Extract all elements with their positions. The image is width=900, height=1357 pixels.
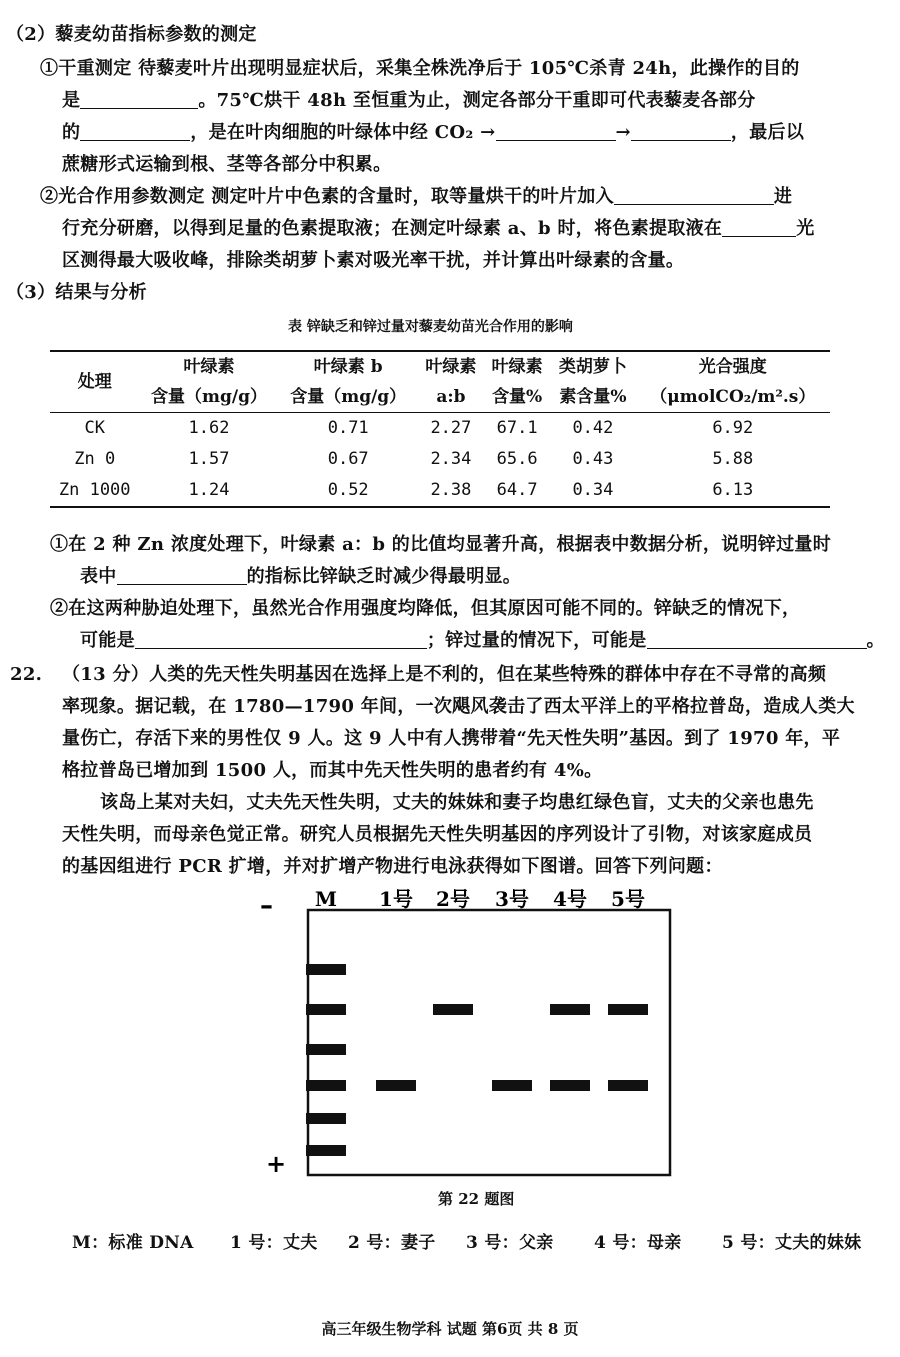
table-cell: CK: [84, 418, 105, 438]
table-header: 光合强度: [636, 351, 830, 382]
sample-band: [550, 1004, 590, 1015]
table-cell: 1.57: [188, 449, 230, 469]
table-header: 类胡萝卜: [550, 351, 635, 382]
table-cell: 6.92: [712, 418, 754, 438]
q2-2-line1: [40, 184, 792, 210]
results-table: [50, 350, 830, 508]
answer-blank[interactable]: [631, 122, 731, 141]
lane-label: 2号: [436, 887, 470, 911]
table-cell: 0.71: [327, 418, 369, 438]
table-cell: 0.34: [550, 475, 635, 507]
answer-blank[interactable]: [722, 218, 796, 237]
table-header: 叶绿素: [139, 351, 278, 382]
page-footer: 高三年级生物学科 试题 第6页 共 8 页: [321, 1320, 579, 1338]
legend-4: 4 号：母亲: [594, 1233, 682, 1253]
table-cell: 1.62: [188, 418, 230, 438]
marker-band: [306, 1080, 346, 1091]
table-header-sub: 素含量%: [550, 382, 635, 413]
marker-band: [306, 1044, 346, 1055]
text-fragment: 表中: [80, 566, 117, 587]
text-fragment: ；锌过量的情况下，可能是: [426, 630, 647, 651]
sample-band: [376, 1080, 416, 1091]
figure-caption: 第 22 题图: [438, 1190, 515, 1208]
table-header-sub: 含量（mg/g）: [139, 382, 278, 413]
q3-2-line1: ②在这两种胁迫处理下，虽然光合作用强度均降低，但其原因可能不同的。锌缺乏的情况下，: [50, 598, 801, 619]
table-cell: 6.13: [636, 475, 830, 507]
legend-5: 5 号：丈夫的妹妹: [722, 1233, 862, 1253]
legend-3: 3 号：父亲: [466, 1233, 554, 1253]
text-fragment: 可能是: [80, 630, 135, 651]
sample-band: [608, 1004, 648, 1015]
table-cell: 5.88: [712, 449, 754, 469]
table-cell: Zn 0: [74, 449, 116, 469]
text-fragment: →: [615, 122, 631, 143]
minus-label: –: [260, 891, 273, 921]
table-row: [50, 475, 830, 507]
table-cell: 67.1: [496, 418, 538, 438]
table-header-sub: a:b: [418, 382, 484, 413]
table-header: 叶绿素: [418, 351, 484, 382]
table-cell: 1.24: [139, 475, 278, 507]
table-cell: 2.34: [430, 449, 472, 469]
sample-band: [550, 1080, 590, 1091]
table-row: [50, 413, 830, 445]
table-header-sub: 含量%: [484, 382, 550, 413]
gel-frame: [308, 910, 670, 1175]
table-header: 叶绿素 b: [279, 351, 418, 382]
table-row: [50, 444, 830, 475]
lane-label: 1号: [379, 887, 413, 911]
q22-line6: 天性失明，而母亲色觉正常。研究人员根据先天性失明基因的序列设计了引物，对该家庭成员: [62, 824, 813, 845]
section3-title: （3）结果与分析: [6, 282, 147, 303]
text-fragment: 。: [866, 630, 885, 651]
marker-band: [306, 1145, 346, 1156]
answer-blank[interactable]: [614, 186, 774, 205]
gel-figure: [250, 880, 690, 1200]
q22-line3: 量伤亡，存活下来的男性仅 9 人。这 9 人中有人携带着“先天性失明”基因。到了 1970 年，平: [62, 728, 841, 749]
q22-line4: 格拉普岛已增加到 1500 人，而其中先天性失明的患者约有 4%。: [62, 760, 603, 781]
plus-label: +: [266, 1150, 287, 1178]
q3-2-line2: [80, 628, 885, 654]
marker-band: [306, 1004, 346, 1015]
table-header: 叶绿素: [484, 351, 550, 382]
q2-1-line2: [62, 88, 756, 114]
table-cell: 0.67: [327, 449, 369, 469]
text-fragment: 的指标比锌缺乏时减少得最明显。: [246, 566, 522, 587]
table-title: 表 锌缺乏和锌过量对藜麦幼苗光合作用的影响: [288, 319, 573, 335]
q22-line7: 的基因组进行 PCR 扩增，并对扩增产物进行电泳获得如下图谱。回答下列问题：: [62, 856, 723, 877]
q2-1-line3: [62, 120, 804, 146]
section2-title: （2）藜麦幼苗指标参数的测定: [6, 24, 257, 45]
q22-number: 22.: [10, 664, 43, 685]
table-header: 处理: [50, 351, 139, 413]
table-cell: 0.42: [572, 418, 614, 438]
table-cell: 0.52: [279, 475, 418, 507]
sample-band: [433, 1004, 473, 1015]
q22-line5: 该岛上某对夫妇，丈夫先天性失明，丈夫的妹妹和妻子均患红绿色盲，丈夫的父亲也患先: [100, 792, 814, 813]
sample-band: [492, 1080, 532, 1091]
q2-1-line4: 蔗糖形式运输到根、茎等各部分中积累。: [62, 154, 392, 175]
q3-1-line2: [80, 564, 521, 590]
table-cell: 2.27: [430, 418, 472, 438]
text-fragment: 行充分研磨，以得到足量的色素提取液；在测定叶绿素 a、b 时，将色素提取液在: [62, 218, 723, 239]
text-fragment: ②光合作用参数测定 测定叶片中色素的含量时，取等量烘干的叶片加入: [40, 186, 614, 207]
legend-2: 2 号：妻子: [348, 1233, 436, 1253]
lane-label: 3号: [495, 887, 529, 911]
lane-label: M: [314, 887, 338, 911]
legend-1: 1 号：丈夫: [230, 1233, 318, 1253]
marker-band: [306, 1113, 346, 1124]
q3-1-line1: ①在 2 种 Zn 浓度处理下，叶绿素 a：b 的比值均显著升高，根据表中数据分析，说明锌过量时: [50, 534, 831, 555]
q22-line2: 率现象。据记载，在 1780—1790 年间，一次飓风袭击了西太平洋上的平格拉普岛，造成人类大: [62, 696, 855, 717]
table-cell: 0.43: [572, 449, 614, 469]
lane-label: 5号: [611, 887, 645, 911]
q2-2-line2: [62, 216, 815, 242]
answer-blank[interactable]: [496, 122, 616, 141]
table-cell: 64.7: [484, 475, 550, 507]
text-fragment: ，最后以: [730, 122, 805, 143]
answer-blank[interactable]: [80, 122, 190, 141]
text-fragment: ，是在叶肉细胞的叶绿体中经 CO₂ →: [190, 122, 496, 143]
table-cell: Zn 1000: [50, 475, 139, 507]
text-fragment: 进: [773, 186, 793, 207]
lane-label: 4号: [553, 887, 587, 911]
table-cell: 65.6: [496, 449, 538, 469]
answer-blank[interactable]: [135, 630, 427, 649]
text-fragment: 是: [62, 90, 81, 111]
q22-line1: （13 分）人类的先天性失明基因在选择上是不利的，但在某些特殊的群体中存在不寻常的高频: [62, 664, 827, 685]
lane-labels: [315, 887, 645, 911]
text-fragment: 光: [796, 218, 815, 239]
legend-m: M：标准 DNA: [72, 1233, 194, 1253]
answer-blank[interactable]: [117, 566, 247, 585]
marker-band: [306, 964, 346, 975]
q2-1-line1: ①干重测定 待藜麦叶片出现明显症状后，采集全株洗净后于 105℃杀青 24h，此操作的目的: [40, 58, 800, 79]
text-fragment: 的: [62, 122, 81, 143]
text-fragment: 。75℃烘干 48h 至恒重为止，测定各部分干重即可代表藜麦各部分: [198, 90, 756, 111]
answer-blank[interactable]: [80, 90, 198, 109]
sample-band: [608, 1080, 648, 1091]
table-cell: 2.38: [418, 475, 484, 507]
table-header-sub: 含量（mg/g）: [279, 382, 418, 413]
q2-2-line3: 区测得最大吸收峰，排除类胡萝卜素对吸光率干扰，并计算出叶绿素的含量。: [62, 250, 685, 271]
table-header-sub: （μmolCO₂/m².s）: [636, 382, 830, 413]
answer-blank[interactable]: [647, 630, 867, 649]
